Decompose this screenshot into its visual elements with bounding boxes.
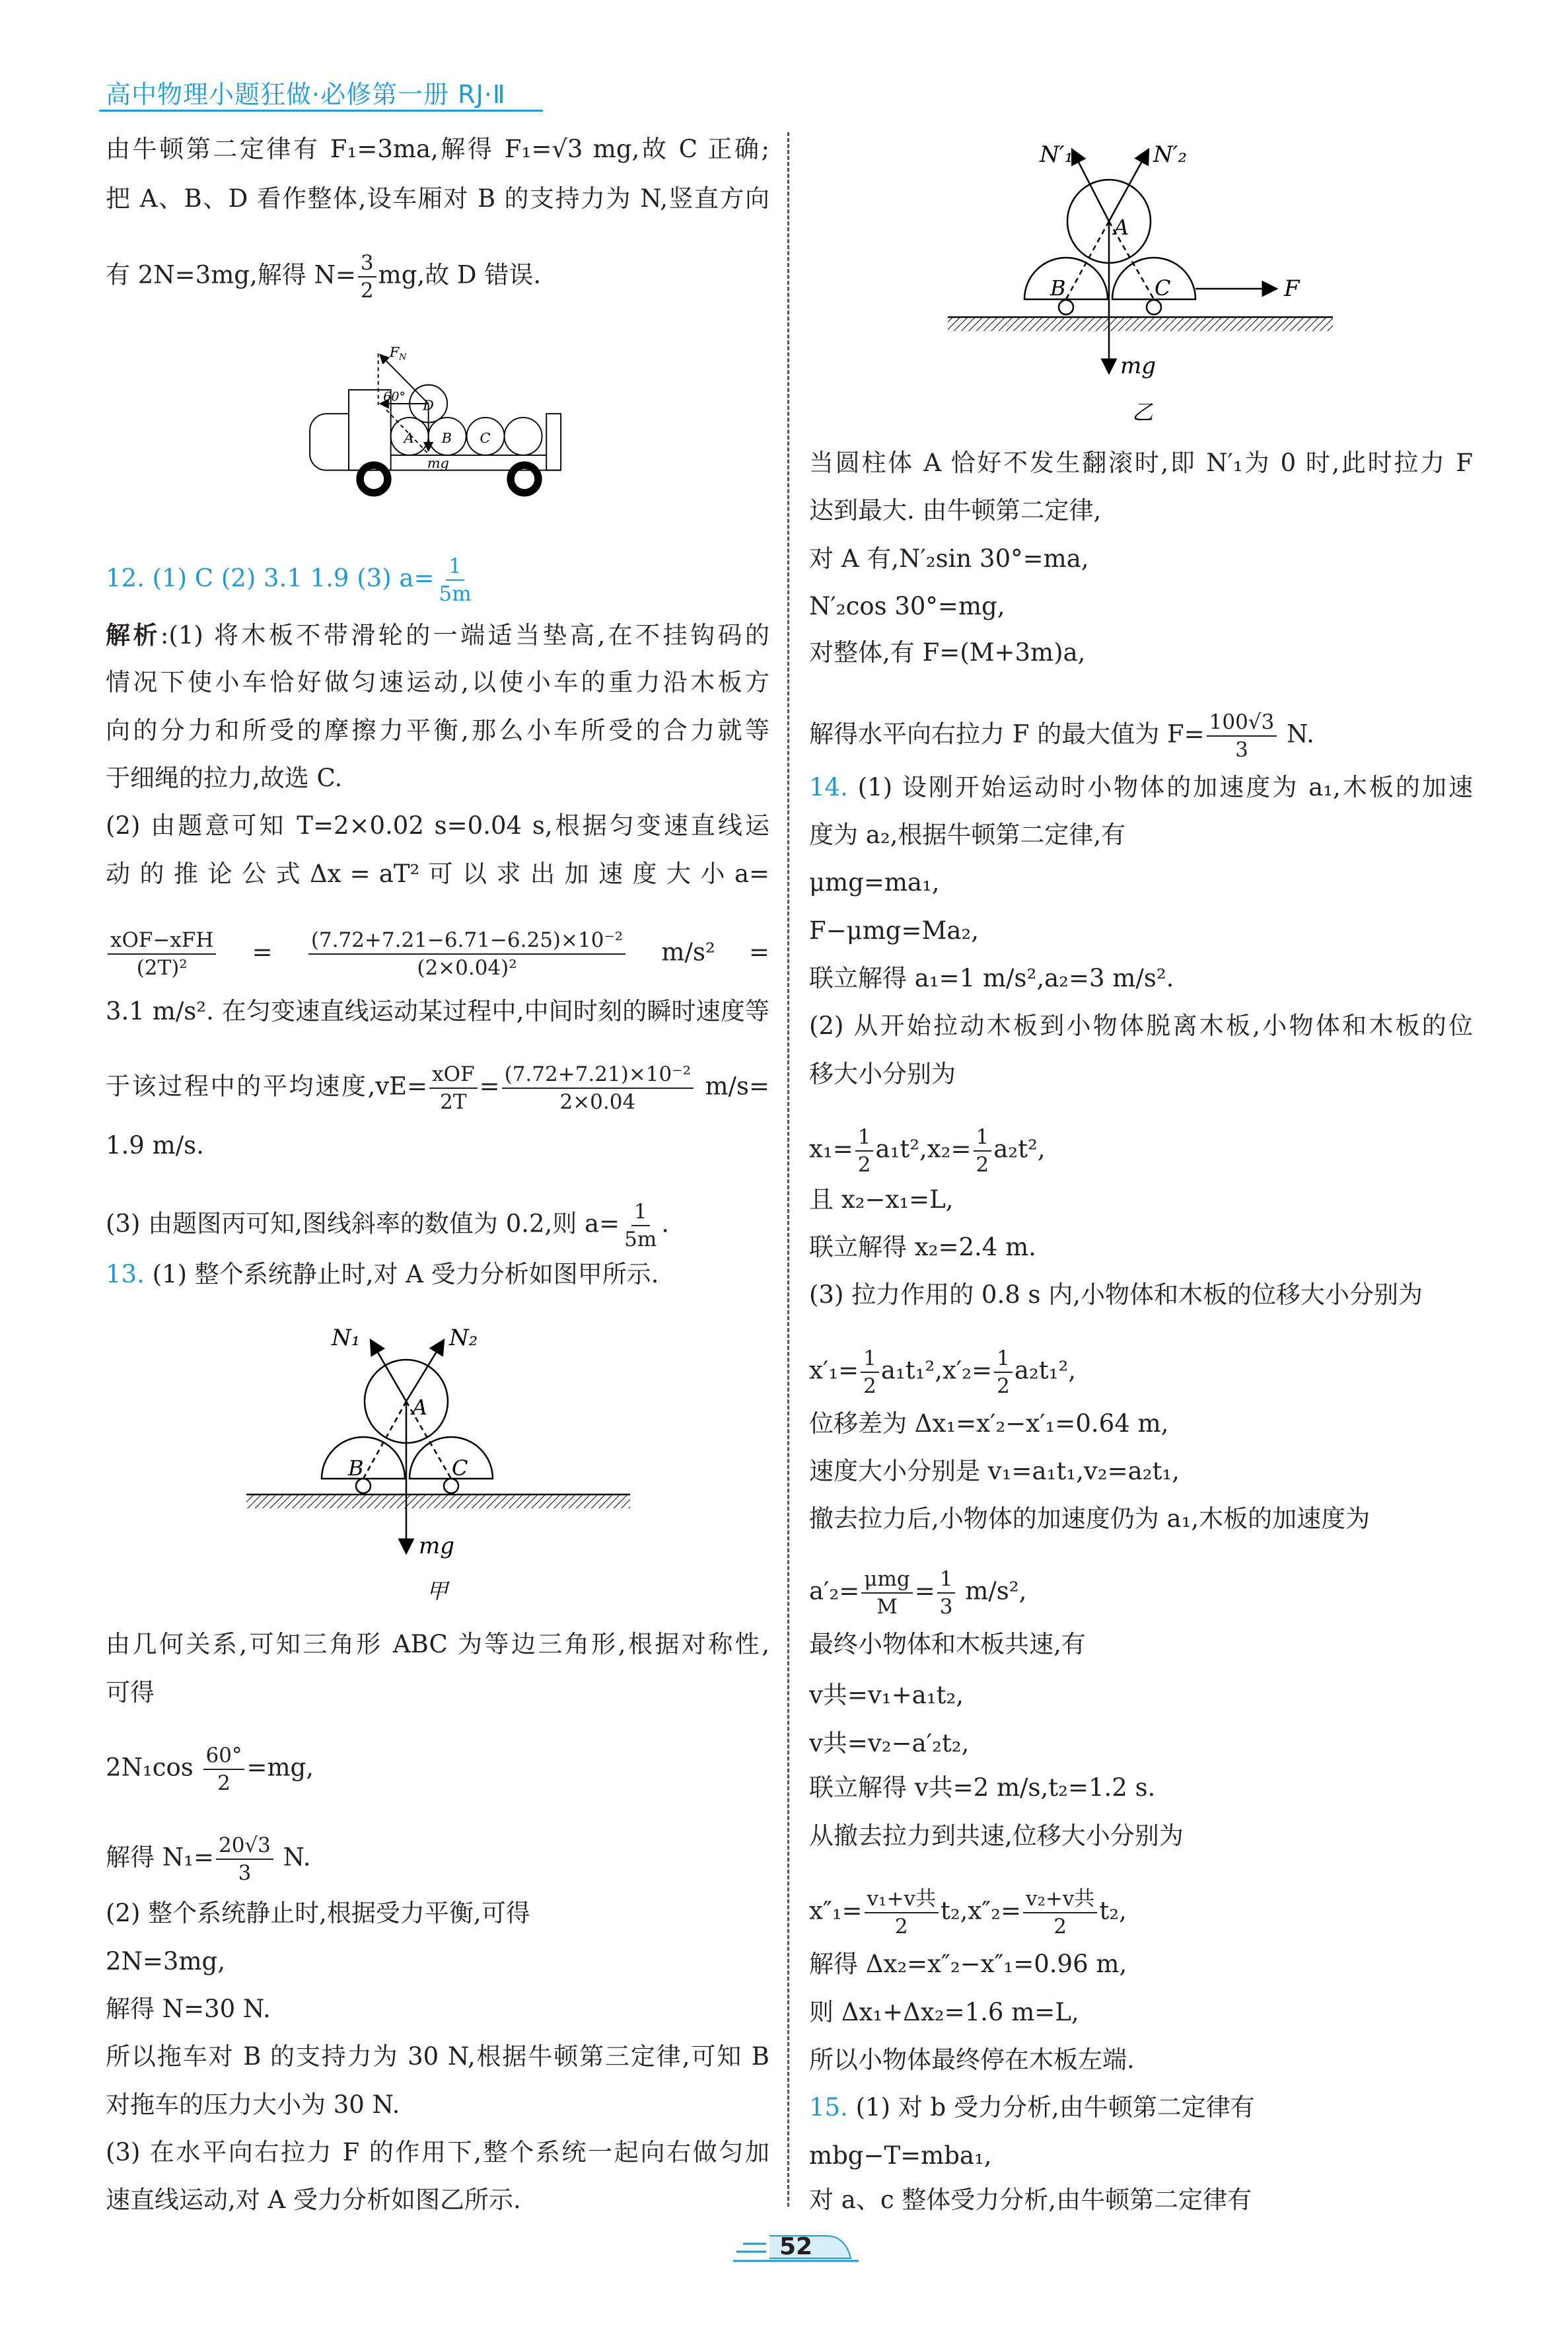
fraction	[1023, 1886, 1097, 1940]
denominator: (2×0.04)²	[417, 956, 517, 980]
text-run: .	[661, 1209, 670, 1238]
numerator: 1	[994, 1345, 1013, 1373]
label-b: B	[348, 1456, 364, 1481]
text-line	[809, 1772, 1473, 1804]
fn-label: F	[389, 344, 400, 360]
denominator: 2	[997, 1374, 1010, 1398]
text-line	[106, 250, 769, 303]
text-run: 2N=3mg,	[106, 1947, 225, 1975]
question-number: 15.	[809, 2093, 848, 2122]
text-line	[809, 1184, 1473, 1216]
text-line	[106, 715, 769, 747]
text-run: 有 2N=3mg,解得 N=	[106, 260, 356, 289]
page-number-badge	[733, 2232, 865, 2265]
numerator: 20√3	[216, 1832, 273, 1860]
text-run: 最终小物体和木板共速,有	[809, 1630, 1086, 1658]
text-line	[106, 810, 769, 842]
text-run: 速直线运动,对 A 受力分析如图乙所示.	[106, 2186, 521, 2214]
text-line	[809, 1997, 1473, 2028]
text-line	[809, 2184, 1473, 2216]
text-run: m/s²,	[957, 1576, 1027, 1605]
numerator: (7.72+7.21)×10⁻²	[502, 1061, 694, 1089]
label-a: A	[1114, 215, 1129, 240]
numerator: xOF−xFH	[108, 927, 216, 955]
text-run: =	[218, 938, 306, 967]
label-mg: mg	[1120, 353, 1157, 379]
column-divider	[787, 132, 789, 2207]
text-line	[809, 495, 1473, 527]
text-run: a₂t₁²,	[1014, 1356, 1077, 1385]
text-line	[106, 2184, 769, 2216]
text-run: 达到最大. 由牛顿第二定律,	[809, 496, 1102, 525]
text-line	[106, 553, 769, 606]
text-run: (2) 整个系统静止时,根据受力平衡,可得	[106, 1899, 530, 1927]
text-line	[809, 1820, 1473, 1852]
numerator: (7.72+7.21−6.71−6.25)×10⁻²	[308, 927, 625, 955]
text-line	[106, 1832, 769, 1885]
text-run: =	[914, 1576, 935, 1605]
text-run: =	[479, 1072, 500, 1101]
page-number: 52	[779, 2233, 813, 2260]
fraction	[855, 1124, 874, 1178]
numerator: v₂+v共	[1023, 1886, 1097, 1913]
denominator: 3	[238, 1861, 252, 1885]
text-run: t₂,x″₂=	[940, 1896, 1021, 1925]
numerator: 3	[358, 250, 376, 277]
text-line	[809, 819, 1473, 851]
text-run: (3) 拉力作用的 0.8 s 内,小物体和木板的位移大小分别为	[809, 1280, 1423, 1309]
text-line	[106, 2089, 769, 2121]
fraction	[861, 1345, 879, 1399]
denominator: 2	[976, 1153, 989, 1177]
header-underline	[99, 110, 543, 112]
text-run: 当圆柱体 A 恰好不发生翻滚时,即 N′₁为 0 时,此时拉力 F	[809, 449, 1473, 477]
text-run: =mg,	[246, 1753, 314, 1782]
text-run: 情况下使小车恰好做匀速运动,以使小车的重力沿木板方	[106, 668, 769, 696]
text-line	[809, 1728, 1473, 1759]
question-number: 12.	[106, 564, 145, 593]
text-run: x′₁=	[809, 1356, 859, 1385]
numerator: 1	[631, 1199, 650, 1226]
text-run: 撤去拉力后,小物体的加速度仍为 a₁,木板的加速度为	[809, 1504, 1371, 1533]
denominator: (2T)²	[136, 956, 188, 980]
label-n1: N₁	[332, 1325, 361, 1351]
text-run: m/s² =	[627, 938, 769, 967]
text-line	[809, 1232, 1473, 1263]
text-line	[809, 1279, 1473, 1311]
text-line	[809, 1566, 1473, 1619]
fraction	[429, 1061, 477, 1115]
text-line	[106, 1259, 769, 1290]
text-run: (1) 对 b 受力分析,由牛顿第二定律有	[847, 2093, 1255, 2122]
text-run: 由几何关系,可知三角形 ABC 为等边三角形,根据对称性,	[106, 1630, 769, 1658]
text-run: 于该过程中的平均速度,vE=	[106, 1072, 428, 1101]
label-n2: N₂	[449, 1325, 478, 1351]
text-run: 度为 a₂,根据牛顿第二定律,有	[809, 821, 1126, 849]
fraction	[1207, 709, 1277, 763]
text-line	[106, 667, 769, 698]
text-run: 可得	[106, 1678, 155, 1707]
label-mg: mg	[427, 455, 449, 471]
text-line	[106, 1677, 769, 1709]
text-run: x₁=	[809, 1134, 853, 1163]
fraction	[203, 1742, 245, 1796]
question-number: (1) C (2) 3.1 1.9 (3) a=	[144, 564, 435, 593]
label-n1-prime: N′₁	[1040, 141, 1074, 168]
text-line	[809, 2044, 1473, 2076]
fraction	[937, 1566, 956, 1620]
denominator: 5m	[439, 582, 472, 606]
text-line	[809, 772, 1473, 803]
text-run: (3) 在水平向右拉力 F 的作用下,整个系统一起向右做匀加	[106, 2138, 769, 2166]
text-line	[106, 619, 769, 651]
label-a: A	[412, 1395, 428, 1420]
label-f: F	[1284, 276, 1300, 302]
fraction	[865, 1886, 939, 1940]
text-run: a₂t²,	[993, 1134, 1046, 1163]
text-run: N.	[275, 1843, 311, 1872]
analysis-label: 解析	[106, 620, 160, 649]
text-line	[809, 637, 1473, 669]
numerator: v₁+v共	[865, 1886, 939, 1913]
text-run: (2) 由题意可知 T=2×0.02 s=0.04 s,根据匀变速直线运	[106, 811, 769, 840]
text-run: 2N₁cos	[106, 1753, 201, 1782]
text-run: N′₂cos 30°=mg,	[809, 592, 1005, 620]
figure-yi	[941, 142, 1337, 426]
text-run: t₂,	[1099, 1896, 1127, 1925]
label-c: C	[452, 1456, 468, 1481]
text-line	[106, 1199, 769, 1251]
text-line	[809, 1345, 1473, 1398]
text-run: 向的分力和所受的摩擦力平衡,那么小车所受的合力就等	[106, 716, 769, 745]
numerator: 1	[446, 553, 464, 581]
truck-force-diagram	[299, 328, 575, 504]
denominator: 2	[217, 1771, 231, 1795]
text-run: 对 a、c 整体受力分析,由牛顿第二定律有	[809, 2186, 1252, 2214]
text-run: 动 的 推 论 公 式 Δx = aT² 可 以 求 出 加 速 度 大 小 a=	[106, 860, 769, 888]
label-b: B	[441, 429, 452, 446]
truck-wheel-rear	[511, 465, 538, 493]
text-line	[809, 1679, 1473, 1711]
denominator: 2	[894, 1915, 908, 1938]
text-line	[106, 1130, 769, 1162]
fraction	[994, 1345, 1013, 1399]
numerator: 60°	[203, 1742, 245, 1770]
denominator: M	[876, 1595, 898, 1619]
text-run: 联立解得 x₂=2.4 m.	[809, 1233, 1036, 1261]
label-b: B	[1050, 276, 1066, 301]
text-line	[809, 1124, 1473, 1177]
denominator: 3	[1235, 738, 1248, 762]
text-line	[106, 1946, 769, 1977]
text-run: 解得 N₁=	[106, 1843, 214, 1872]
fraction	[622, 1199, 659, 1253]
text-run: N.	[1279, 720, 1314, 749]
text-run: F−μmg=Ma₂,	[809, 916, 980, 945]
text-line	[106, 762, 769, 794]
text-line	[809, 447, 1473, 479]
text-line	[106, 1993, 769, 2025]
numerator: xOF	[429, 1061, 477, 1089]
text-line	[809, 2092, 1473, 2123]
text-line	[809, 1456, 1473, 1487]
text-run: 从撤去拉力到共速,位移大小分别为	[809, 1822, 1184, 1850]
text-line	[809, 2140, 1473, 2172]
numerator: μmg	[861, 1566, 912, 1594]
text-line	[106, 996, 769, 1027]
text-line	[809, 1503, 1473, 1535]
text-run: :(1) 将木板不带滑轮的一端适当垫高,在不挂钩码的	[160, 621, 769, 649]
denominator: 2	[1053, 1915, 1067, 1938]
fraction	[216, 1832, 273, 1886]
denominator: 5m	[624, 1228, 657, 1251]
fraction	[308, 927, 625, 981]
text-run: m/s=	[695, 1072, 769, 1101]
question-number: 14.	[809, 773, 848, 801]
text-line	[809, 1886, 1473, 1938]
text-run: v共=v₂−a′₂t₂,	[809, 1729, 970, 1757]
denominator: 2×0.04	[559, 1090, 636, 1114]
numerator: 1	[974, 1124, 992, 1152]
question-number: 13.	[106, 1260, 145, 1288]
text-run: 由牛顿第二定律有 F₁=3ma,解得 F₁=√3 mg,故 C 正确;	[106, 135, 769, 163]
text-line	[106, 183, 769, 215]
text-run: (2) 从开始拉动木板到小物体脱离木板,小物体和木板的位	[809, 1012, 1473, 1040]
text-line	[809, 1629, 1473, 1660]
figure-jia	[239, 1322, 635, 1606]
text-line	[809, 1010, 1473, 1042]
fn-sub-label: N	[399, 352, 407, 363]
text-line	[106, 2137, 769, 2168]
denominator: 2T	[440, 1090, 467, 1114]
fraction	[108, 927, 216, 981]
text-line	[106, 1629, 769, 1660]
label-c: C	[1155, 276, 1171, 301]
label-a: A	[404, 429, 414, 446]
numerator: 1	[861, 1345, 879, 1373]
numerator: 1	[855, 1124, 874, 1152]
text-run: 对拖车的压力大小为 30 N.	[106, 2090, 400, 2119]
text-run: mg,故 D 错误.	[378, 260, 542, 289]
text-run: 解得 Δx₂=x″₂−x″₁=0.96 m,	[809, 1950, 1127, 1978]
text-run: 解得 N=30 N.	[106, 1995, 271, 2023]
text-run: 解得水平向右拉力 F 的最大值为 F=	[809, 720, 1205, 749]
text-run: a₁t²,x₂=	[875, 1134, 972, 1163]
text-run: 且 x₂−x₁=L,	[809, 1185, 954, 1214]
figure-caption: 甲	[427, 1578, 448, 1604]
label-c: C	[480, 429, 491, 446]
text-line	[106, 1898, 769, 1929]
text-line	[106, 1742, 769, 1795]
text-line	[106, 858, 769, 890]
denominator: 3	[939, 1595, 953, 1619]
text-line	[809, 709, 1473, 762]
text-line	[809, 1408, 1473, 1440]
text-line	[809, 1058, 1473, 1090]
text-run: mbg−T=mba₁,	[809, 2141, 992, 2170]
text-line	[106, 2041, 769, 2073]
fraction	[502, 1061, 694, 1115]
text-run: a₁t₁²,x′₂=	[880, 1356, 993, 1385]
text-run: 移大小分别为	[809, 1060, 956, 1088]
text-run: 于细绳的拉力,故选 C.	[106, 764, 343, 792]
text-run: 把 A、B、D 看作整体,设车厢对 B 的支持力为 N,竖直方向	[106, 184, 769, 213]
text-run: 1.9 m/s.	[106, 1131, 204, 1160]
text-line	[809, 963, 1473, 994]
label-n2-prime: N′₂	[1153, 141, 1188, 168]
denominator: 2	[360, 279, 374, 303]
text-line	[809, 1948, 1473, 1980]
text-line	[809, 867, 1473, 899]
text-run: (3) 由题图丙可知,图线斜率的数值为 0.2,则 a=	[106, 1209, 620, 1238]
text-line	[106, 927, 769, 980]
text-run: v共=v₁+a₁t₂,	[809, 1681, 964, 1709]
text-run: 对 A 有,N′₂sin 30°=ma,	[809, 544, 1089, 573]
text-run: 位移差为 Δx₁=x′₂−x′₁=0.64 m,	[809, 1409, 1169, 1438]
text-run: x″₁=	[809, 1896, 863, 1925]
fraction	[358, 250, 376, 304]
text-run: 所以小物体最终停在木板左端.	[809, 2046, 1135, 2074]
book-header-title: 高中物理小题狂做·必修第一册 RJ·Ⅱ	[106, 80, 506, 109]
text-line	[809, 543, 1473, 575]
angle-label: 60°	[383, 389, 406, 404]
text-run: 所以拖车对 B 的支持力为 30 N,根据牛顿第三定律,可知 B	[106, 2042, 769, 2071]
text-run: 则 Δx₁+Δx₂=1.6 m=L,	[809, 1998, 1079, 2026]
text-run: 对整体,有 F=(M+3m)a,	[809, 638, 1086, 667]
denominator: 2	[857, 1153, 871, 1177]
text-line	[106, 133, 769, 165]
text-line	[809, 591, 1473, 622]
text-run: 联立解得 a₁=1 m/s²,a₂=3 m/s².	[809, 964, 1174, 992]
text-run: a′₂=	[809, 1576, 860, 1605]
text-run: 3.1 m/s². 在匀变速直线运动某过程中,中间时刻的瞬时速度等	[106, 997, 769, 1025]
text-run: 联立解得 v共=2 m/s,t₂=1.2 s.	[809, 1773, 1156, 1802]
text-run: (1) 整个系统静止时,对 A 受力分析如图甲所示.	[144, 1260, 659, 1288]
figure-caption: 乙	[1132, 400, 1154, 425]
text-run: μmg=ma₁,	[809, 868, 940, 897]
text-run: 速度大小分别是 v₁=a₁t₁,v₂=a₂t₁,	[809, 1457, 1180, 1485]
text-line	[809, 915, 1473, 947]
denominator: 2	[863, 1374, 876, 1398]
numerator: 100√3	[1207, 709, 1277, 737]
fraction	[861, 1566, 912, 1620]
text-run: (1) 设刚开始运动时小物体的加速度为 a₁,木板的加速	[847, 773, 1473, 801]
numerator: 1	[937, 1566, 956, 1594]
label-mg: mg	[419, 1533, 455, 1559]
fraction	[974, 1124, 992, 1178]
label-d: D	[423, 397, 434, 414]
fraction	[436, 553, 474, 607]
truck-wheel-front	[360, 465, 388, 493]
